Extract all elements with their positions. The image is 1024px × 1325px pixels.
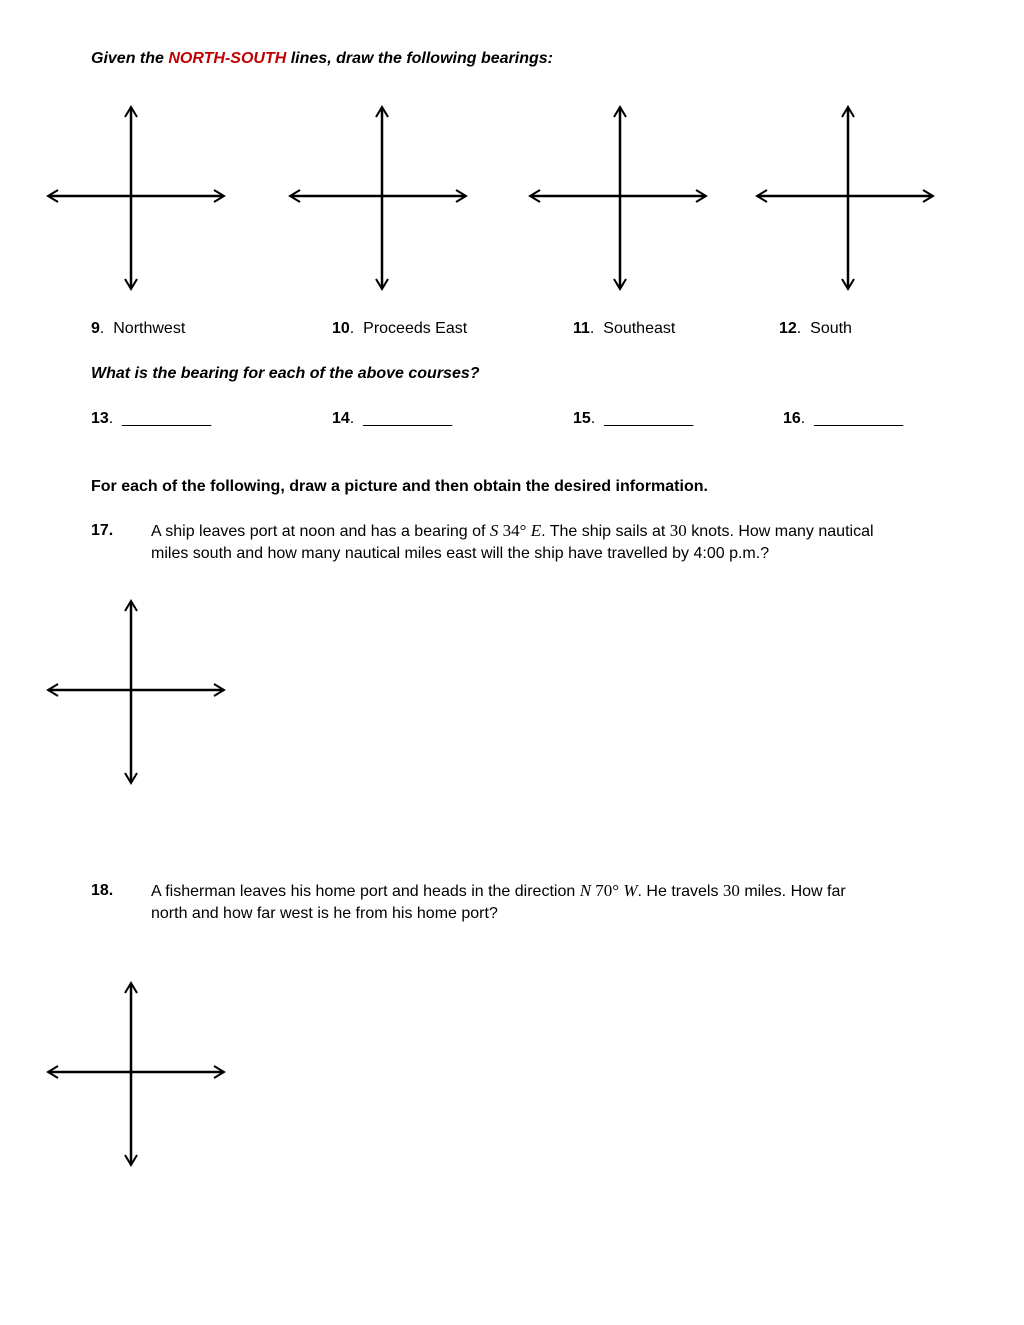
bearing-item-9: 9. Northwest	[91, 320, 186, 337]
answer-num: 13	[91, 410, 109, 427]
compass-axes-9	[45, 104, 227, 292]
bearing-item-11: 11. Southeast	[573, 320, 676, 337]
bearing-label: Proceeds East	[363, 320, 468, 337]
math-direction: W	[623, 881, 638, 900]
compass-axes-18	[45, 980, 227, 1168]
section2-heading: What is the bearing for each of the above courses?	[91, 365, 480, 382]
answer-item-14: 14. __________	[332, 410, 453, 427]
math-number: 30	[669, 521, 687, 540]
answer-blank[interactable]: __________	[604, 410, 694, 427]
answer-item-16: 16. __________	[783, 410, 904, 427]
problem-17-number: 17.	[91, 522, 114, 539]
text-run: miles. How far	[739, 883, 846, 900]
bearing-label: Southeast	[603, 320, 676, 337]
bearing-item-12: 12. South	[779, 320, 852, 337]
problem-18-text	[151, 880, 941, 925]
problem-18-line2: north and how far west is he from his home port?	[151, 905, 498, 922]
math-degrees: 70°	[595, 881, 620, 900]
answer-num: 15	[573, 410, 591, 427]
compass-axes-11	[527, 104, 709, 292]
text-run: . The ship sails at	[541, 523, 670, 540]
section3-heading: For each of the following, draw a picture and then obtain the desired information.	[91, 478, 708, 495]
problem-18-line1	[151, 880, 941, 903]
bearing-num: 12	[779, 320, 797, 337]
math-direction: E	[530, 521, 542, 540]
section1-heading	[91, 50, 553, 68]
problem-17-line1	[151, 520, 941, 543]
bearing-num: 11	[573, 320, 590, 337]
bearing-num: 10	[332, 320, 350, 337]
answer-blank[interactable]: __________	[814, 410, 904, 427]
problem-18-number: 18.	[91, 882, 114, 899]
answer-item-15: 15. __________	[573, 410, 694, 427]
problem-17-text	[151, 520, 941, 565]
text-run: knots. How many nautical	[686, 523, 874, 540]
math-degrees: 34°	[502, 521, 527, 540]
bearing-label: South	[810, 320, 852, 337]
answer-blank[interactable]: __________	[122, 410, 212, 427]
compass-axes-12	[754, 104, 936, 292]
text-run: A fisherman leaves his home port and heads in the direction	[151, 883, 580, 900]
section1-suffix: lines, draw the following bearings:	[286, 50, 553, 67]
math-direction: N	[579, 881, 592, 900]
math-bearing	[490, 521, 541, 540]
problem-17-line2: miles south and how many nautical miles east will the ship have travelled by 4:00 p.m.?	[151, 545, 770, 562]
answer-blank[interactable]: __________	[363, 410, 453, 427]
north-south-highlight: NORTH-SOUTH	[168, 50, 287, 67]
bearing-label: Northwest	[113, 320, 186, 337]
bearing-item-10: 10. Proceeds East	[332, 320, 468, 337]
text-run: A ship leaves port at noon and has a bearing of	[151, 523, 490, 540]
section1-prefix: Given the	[91, 50, 169, 67]
math-number: 30	[722, 881, 740, 900]
bearing-num: 9	[91, 320, 100, 337]
answer-num: 16	[783, 410, 801, 427]
answer-num: 14	[332, 410, 350, 427]
math-bearing	[580, 881, 638, 900]
math-direction: S	[489, 521, 499, 540]
text-run: . He travels	[637, 883, 723, 900]
compass-axes-10	[287, 104, 469, 292]
answer-item-13: 13. __________	[91, 410, 212, 427]
compass-axes-17	[45, 598, 227, 786]
